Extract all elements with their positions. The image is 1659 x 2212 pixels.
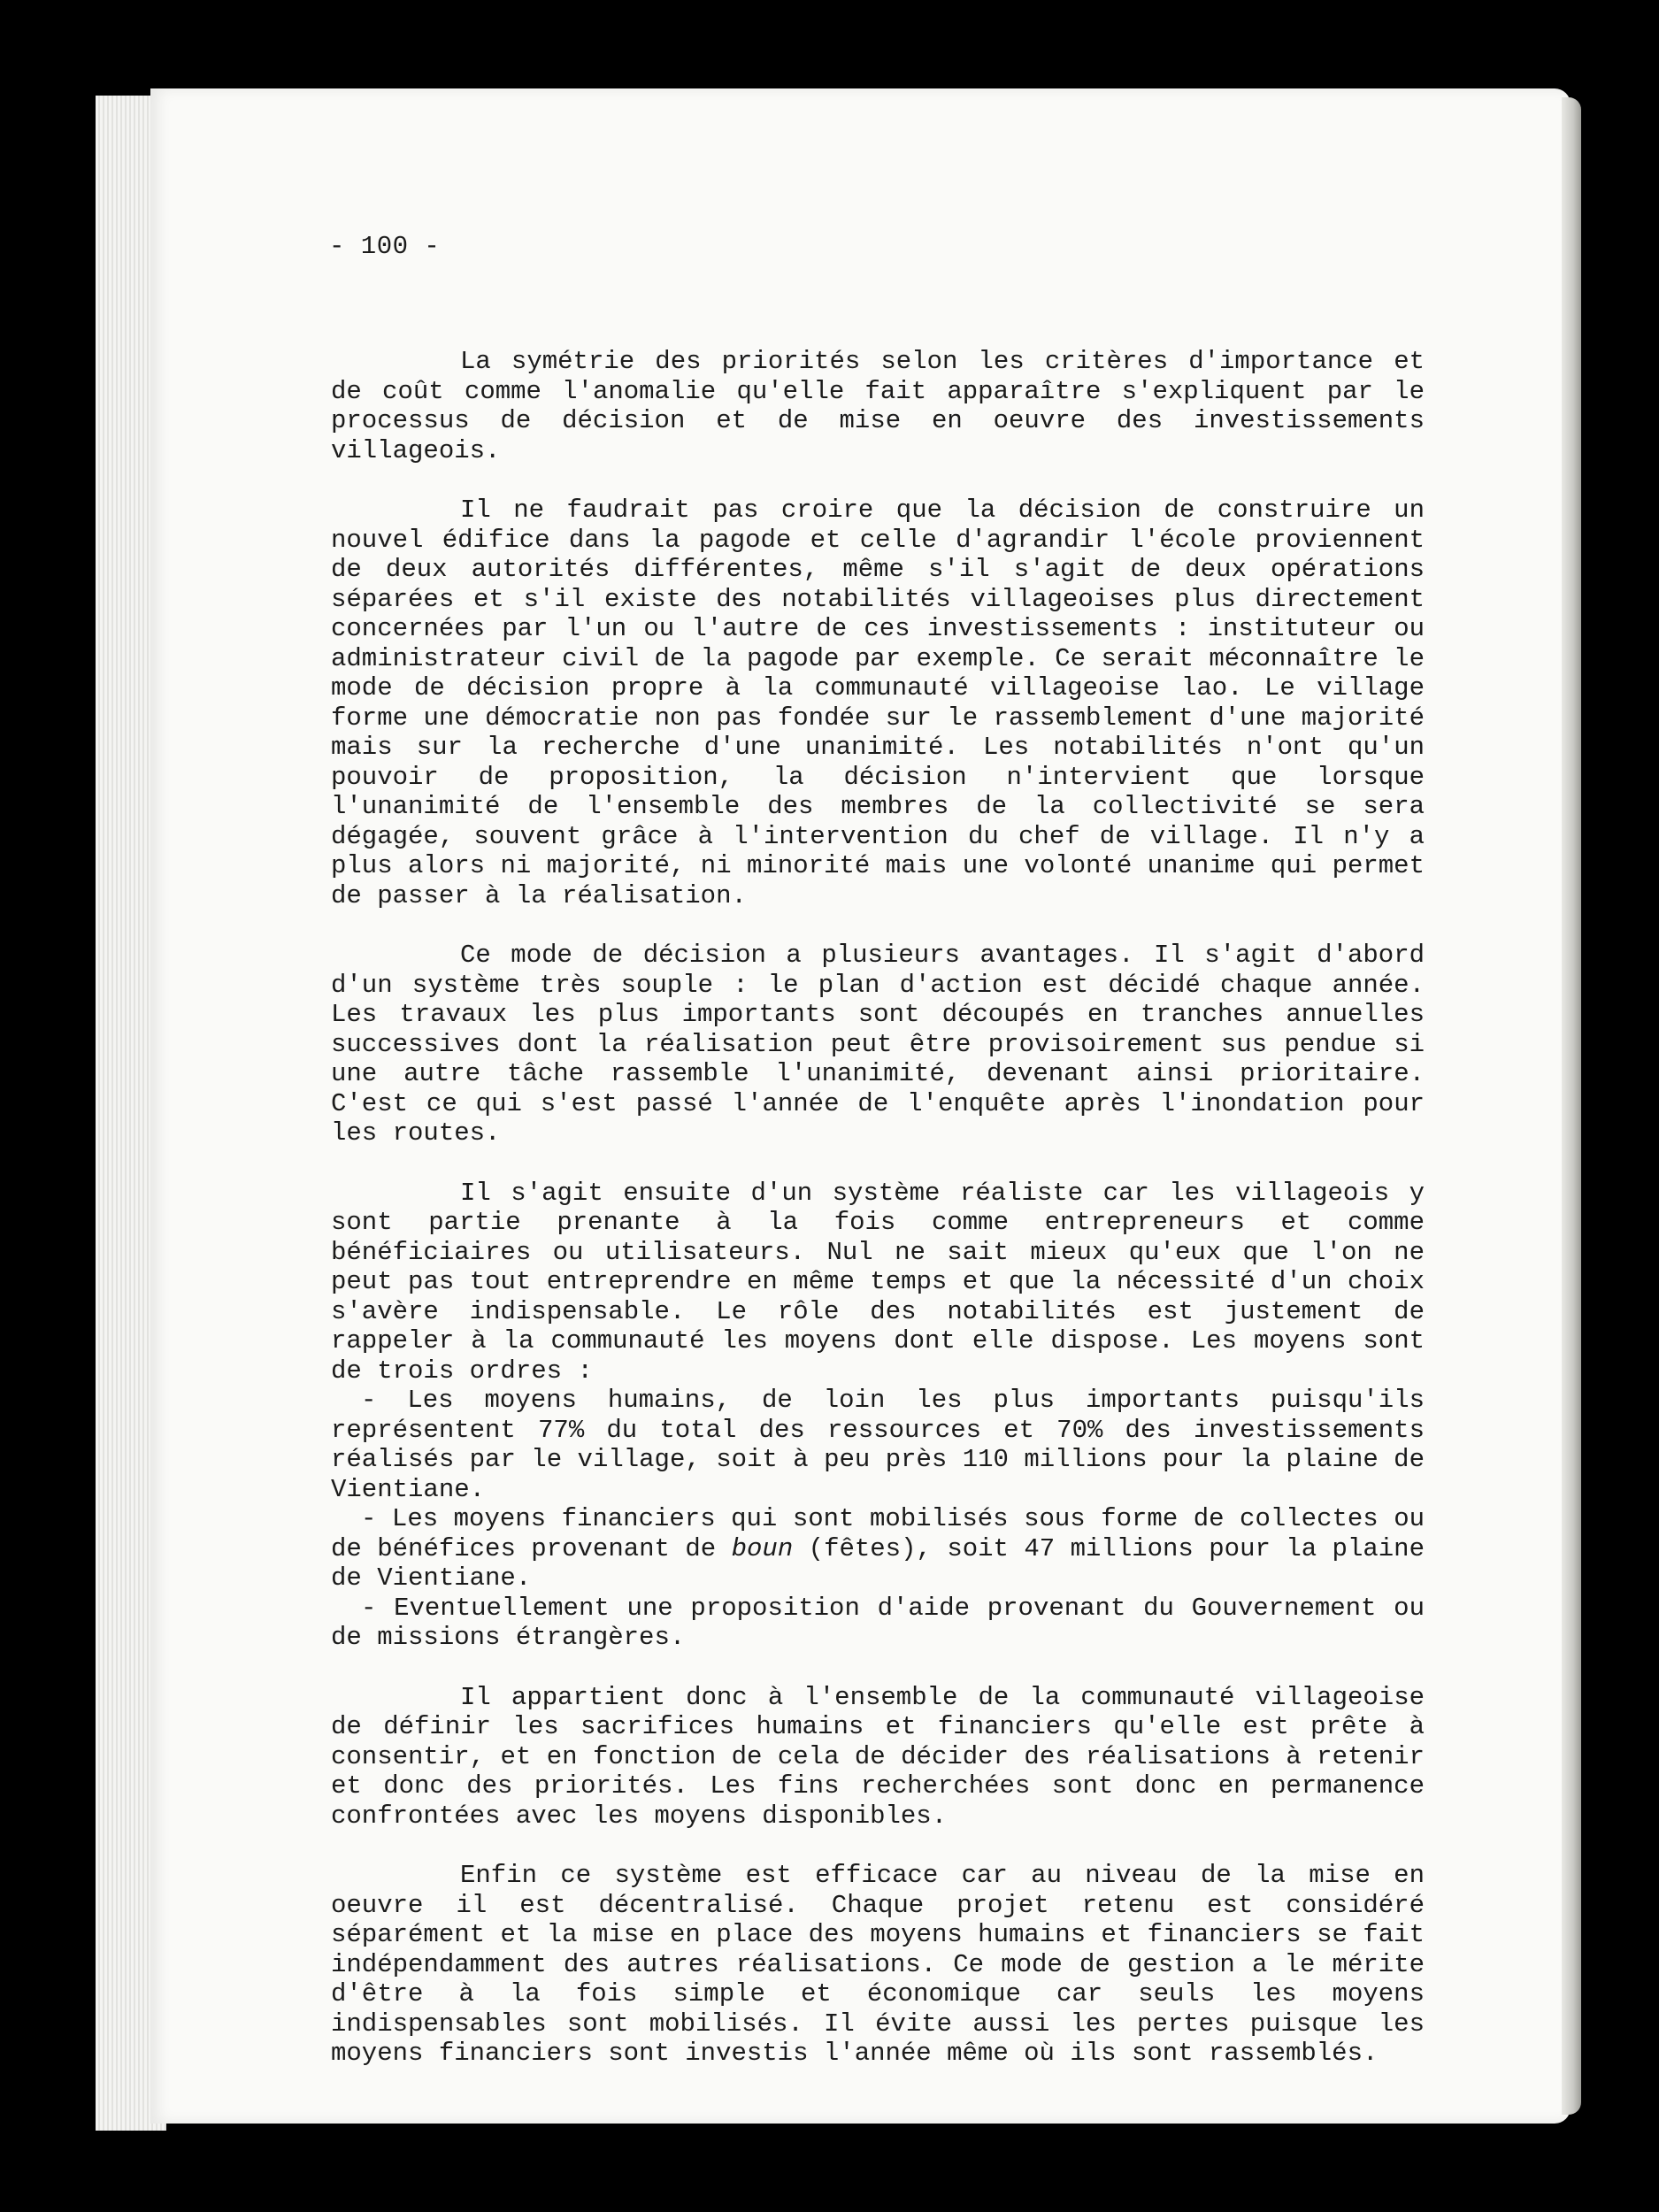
list-item-aid: - Eventuellement une proposition d'aide provenant du Gouvernement ou de missions étrangères. — [331, 1593, 1425, 1652]
paragraph-2: Il ne faudrait pas croire que la décision de construire un nouvel édifice dans la pagode et celle d'agrandir l'école proviennent de deux autorités différentes, même s'il s'agit de deux opérations séparées et s'il existe des notabilités villageoises plus directement concernées par l'un ou l'autre de ces investissements : instituteur ou administrateur civil de la pagode par exemple. Ce serait méconnaître le mode de décision propre à la communauté villageoise lao. Le village forme une démocratie non pas fondée sur le rassemblement d'une majorité mais sur la recherche d'une unanimité. Les notabilités n'ont qu'un pouvoir de proposition, la décision n'intervient que lorsque l'unanimité de l'ensemble des membres de la collectivité se sera dégagée, souvent grâce à l'intervention du chef de village. Il n'y a plus alors ni majorité, ni minorité mais une volonté unanime qui permet de passer à la réalisation. — [331, 495, 1425, 910]
list-item-financial-tail: (fêtes), soit 47 millions pour la plaine de Vientiane. — [331, 1533, 1425, 1593]
paragraph-3: Ce mode de décision a plusieurs avantages. Il s'agit d'abord d'un système très souple : le plan d'action est décidé chaque année. Les travaux les plus importants sont découpés en tranches annuelles successives dont la réalisation peut être provisoirement sus pendue si une autre tâche rassemble l'unanimité, devenant ainsi prioritaire. C'est ce qui s'est passé l'année de l'enquête après l'inondation pour les routes. — [331, 941, 1425, 1148]
list-item-financial — [331, 1504, 1425, 1594]
paragraph-5: Il appartient donc à l'ensemble de la communauté villageoise de définir les sacrifices humains et financiers qu'elle est prête à consentir, et en fonction de cela de décider des réalisations à retenir et donc des priorités. Les fins recherchées sont donc en permanence confrontées avec les moyens disponibles. — [331, 1682, 1425, 1831]
page-number: - 100 - — [329, 232, 441, 261]
paragraph-6: Enfin ce système est efficace car au niveau de la mise en oeuvre il est décentralisé. Chaque projet retenu est considéré séparément et la mise en place des moyens humains et financiers se fait indépendamment des autres réalisations. Ce mode de gestion a le mérite d'être à la fois simple et économique car seuls les moyens indispensables sont mobilisés. Il évite aussi les pertes puisque les moyens financiers sont investis l'année même où ils sont rassemblés. — [331, 1861, 1425, 2068]
page-right-edge — [1562, 97, 1581, 2115]
boun-term: boun — [731, 1533, 794, 1563]
list-item-financial-text: - Les moyens financiers qui sont mobilisés sous forme de collectes ou de bénéfices provenant de — [331, 1504, 1425, 1563]
paragraph-1: La symétrie des priorités selon les critères d'importance et de coût comme l'anomalie qu'elle fait apparaître s'expliquent par le processus de décision et de mise en oeuvre des investissements villageois. — [331, 347, 1425, 465]
paragraph-4: Il s'agit ensuite d'un système réaliste car les villageois y sont partie prenante à la fois comme entrepreneurs et comme bénéficiaires ou utilisateurs. Nul ne sait mieux qu'eux que l'on ne peut pas tout entreprendre en même temps et que la nécessité d'un choix s'avère indispensable. Le rôle des notabilités est justement de rappeler à la communauté les moyens dont elle dispose. Les moyens sont de trois ordres : — [331, 1178, 1425, 1386]
list-item-humans: - Les moyens humains, de loin les plus importants puisqu'ils représentent 77% du total des ressources et 70% des investissements réalisés par le village, soit à peu près 110 millions pour la plaine de Vientiane. — [331, 1386, 1425, 1504]
page-body — [331, 347, 1425, 2099]
